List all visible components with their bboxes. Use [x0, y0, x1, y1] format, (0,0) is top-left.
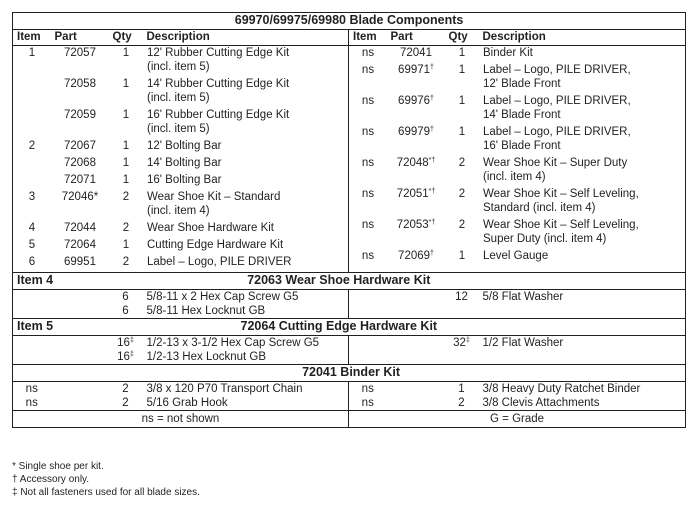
- section-title: 72041 Binder Kit: [13, 365, 686, 382]
- table-row: [13, 46, 349, 77]
- item: 5: [28, 239, 36, 251]
- table-row: [13, 173, 349, 190]
- header-item: Item: [13, 30, 51, 46]
- qty: 32‡: [453, 337, 470, 349]
- item: ns: [349, 382, 387, 397]
- item: ns: [25, 383, 38, 395]
- qty: 2: [122, 397, 129, 409]
- part: 72069†: [398, 250, 434, 262]
- part: 72046*: [61, 191, 99, 203]
- item: 1: [28, 47, 36, 59]
- part: 72058: [64, 78, 96, 90]
- table-row: [13, 336, 686, 351]
- footnotes: [12, 460, 200, 499]
- qty: 2: [122, 191, 130, 203]
- description: Binder Kit: [483, 47, 533, 59]
- qty: 2: [122, 256, 130, 268]
- part: 72041: [400, 47, 432, 59]
- qty: 1: [458, 126, 466, 138]
- parts-sheet: [12, 12, 685, 428]
- qty: 16‡: [117, 351, 134, 363]
- qty: 1: [458, 95, 466, 107]
- part: 72048*†: [396, 157, 436, 169]
- qty: 2: [458, 188, 466, 200]
- description: 5/8 Flat Washer: [482, 291, 564, 303]
- description: 1/2-13 x 3-1/2 Hex Cap Screw G5: [146, 337, 320, 349]
- qty: 1: [122, 157, 130, 169]
- description: 3/8 Heavy Duty Ratchet Binder: [482, 383, 641, 395]
- table-row: [13, 396, 686, 411]
- description: 14' Bolting Bar: [147, 157, 222, 169]
- qty: 1: [122, 78, 130, 90]
- description: 3/8 x 120 P70 Transport Chain: [146, 383, 303, 395]
- table-row: [349, 156, 686, 187]
- part: 69971†: [398, 64, 434, 76]
- table-row: [349, 125, 686, 156]
- item: [13, 173, 51, 190]
- section-header-binder: [13, 365, 686, 382]
- qty: 2: [458, 157, 466, 169]
- qty: 2: [122, 222, 130, 234]
- qty: 1: [458, 64, 466, 76]
- description: 1/2-13 Hex Locknut GB: [146, 351, 267, 363]
- item: ns: [361, 47, 375, 59]
- item: 6: [28, 256, 36, 268]
- description: 12' Bolting Bar: [147, 140, 222, 152]
- table-row: [13, 156, 349, 173]
- table-row: [349, 63, 686, 94]
- item: ns: [361, 219, 375, 231]
- table-row: [13, 255, 349, 272]
- table-row: [13, 108, 349, 139]
- part: 72064: [64, 239, 96, 251]
- header-qty: Qty: [109, 30, 143, 46]
- part: 69951: [64, 256, 96, 268]
- header-description: Description: [479, 30, 686, 46]
- description: 16' Bolting Bar: [147, 174, 222, 186]
- item: 4: [28, 222, 36, 234]
- table-row: [349, 46, 686, 63]
- description: Label – Logo, PILE DRIVER, 16' Blade Front: [483, 126, 631, 152]
- header-qty: Qty: [445, 30, 479, 46]
- table-row: [349, 94, 686, 125]
- description: 14' Rubber Cutting Edge Kit (incl. item 5): [147, 78, 290, 104]
- item: [13, 77, 51, 108]
- table-row: [13, 304, 686, 319]
- legend-row: [13, 411, 686, 428]
- main-parts-left: [13, 46, 349, 272]
- table-row: [13, 382, 686, 397]
- table-row: [349, 187, 686, 218]
- item: 2: [28, 140, 36, 152]
- description: 12' Rubber Cutting Edge Kit (incl. item 5): [147, 47, 290, 73]
- description: 5/8-11 Hex Locknut GB: [146, 305, 266, 317]
- table-row: [349, 249, 686, 266]
- table-row: [13, 290, 686, 305]
- qty: 12: [455, 291, 468, 303]
- blade-components-table: [12, 12, 686, 428]
- item: [13, 108, 51, 139]
- description: Wear Shoe Hardware Kit: [147, 222, 274, 234]
- header-part: Part: [51, 30, 109, 46]
- table-row: [13, 139, 349, 156]
- description: Label – Logo, PILE DRIVER, 14' Blade Front: [483, 95, 631, 121]
- table-row: [13, 238, 349, 255]
- description: Cutting Edge Hardware Kit: [147, 239, 284, 251]
- qty: 1: [122, 109, 130, 121]
- table-title: 69970/69975/69980 Blade Components: [13, 13, 686, 30]
- section-item: Item 4: [13, 273, 109, 290]
- footnote: * Single shoe per kit.: [12, 461, 104, 472]
- part: 69976†: [398, 95, 434, 107]
- qty: 2: [458, 219, 466, 231]
- footnote: † Accessory only.: [12, 474, 90, 485]
- part: 72071: [64, 174, 96, 186]
- qty: 1: [458, 250, 466, 262]
- item: ns: [361, 157, 375, 169]
- item: 3: [28, 191, 36, 203]
- part: 72067: [64, 140, 96, 152]
- legend-grade: G = Grade: [349, 411, 686, 428]
- qty: 16‡: [117, 337, 134, 349]
- part: 72053*†: [396, 219, 436, 231]
- part: 72068: [64, 157, 96, 169]
- description: Wear Shoe Kit – Standard (incl. item 4): [147, 191, 281, 217]
- item: ns: [361, 64, 375, 76]
- qty: 1: [458, 383, 465, 395]
- item: ns: [25, 397, 38, 409]
- section-header-wear-shoe: [13, 273, 686, 290]
- description: Level Gauge: [483, 250, 549, 262]
- qty: 6: [122, 305, 129, 317]
- part: 72051*†: [396, 188, 436, 200]
- main-parts-right: [349, 46, 686, 266]
- header-description: Description: [143, 30, 349, 46]
- table-row: [13, 77, 349, 108]
- table-row: [349, 218, 686, 249]
- item: ns: [361, 188, 375, 200]
- qty: 1: [122, 174, 130, 186]
- section-item: Item 5: [13, 319, 109, 336]
- description: Wear Shoe Kit – Self Leveling, Standard (incl. item 4): [483, 188, 639, 214]
- qty: 6: [122, 291, 129, 303]
- qty: 1: [122, 140, 130, 152]
- description: 5/16 Grab Hook: [146, 397, 228, 409]
- table-row: [13, 350, 686, 365]
- description: Label – Logo, PILE DRIVER: [147, 256, 292, 268]
- item: [13, 156, 51, 173]
- legend-not-shown: ns = not shown: [141, 413, 220, 425]
- item: ns: [349, 396, 387, 411]
- qty: 1: [122, 47, 130, 59]
- part: 72057: [64, 47, 96, 59]
- qty: 1: [458, 47, 466, 59]
- description: 3/8 Clevis Attachments: [482, 397, 600, 409]
- description: 16' Rubber Cutting Edge Kit (incl. item 5): [147, 109, 290, 135]
- item: ns: [361, 126, 375, 138]
- description: Label – Logo, PILE DRIVER, 12' Blade Front: [483, 64, 631, 90]
- table-row: [13, 190, 349, 221]
- column-headers: [13, 30, 686, 46]
- header-item: Item: [349, 30, 387, 46]
- description: Wear Shoe Kit – Self Leveling, Super Duty (incl. item 4): [483, 219, 639, 245]
- part: 69979†: [398, 126, 434, 138]
- section-title: 72063 Wear Shoe Hardware Kit: [109, 273, 686, 290]
- table-row: [13, 221, 349, 238]
- item: ns: [361, 95, 375, 107]
- footnote: ‡ Not all fasteners used for all blade sizes.: [12, 487, 200, 498]
- part: 72059: [64, 109, 96, 121]
- qty: 2: [458, 397, 465, 409]
- section-header-cutting-edge: [13, 319, 686, 336]
- description: 1/2 Flat Washer: [482, 337, 564, 349]
- description: Wear Shoe Kit – Super Duty (incl. item 4): [483, 157, 628, 183]
- qty: 1: [122, 239, 130, 251]
- part: 72044: [64, 222, 96, 234]
- header-part: Part: [387, 30, 445, 46]
- section-title: 72064 Cutting Edge Hardware Kit: [109, 319, 686, 336]
- qty: 2: [122, 383, 129, 395]
- description: 5/8-11 x 2 Hex Cap Screw G5: [146, 291, 299, 303]
- item: ns: [361, 250, 375, 262]
